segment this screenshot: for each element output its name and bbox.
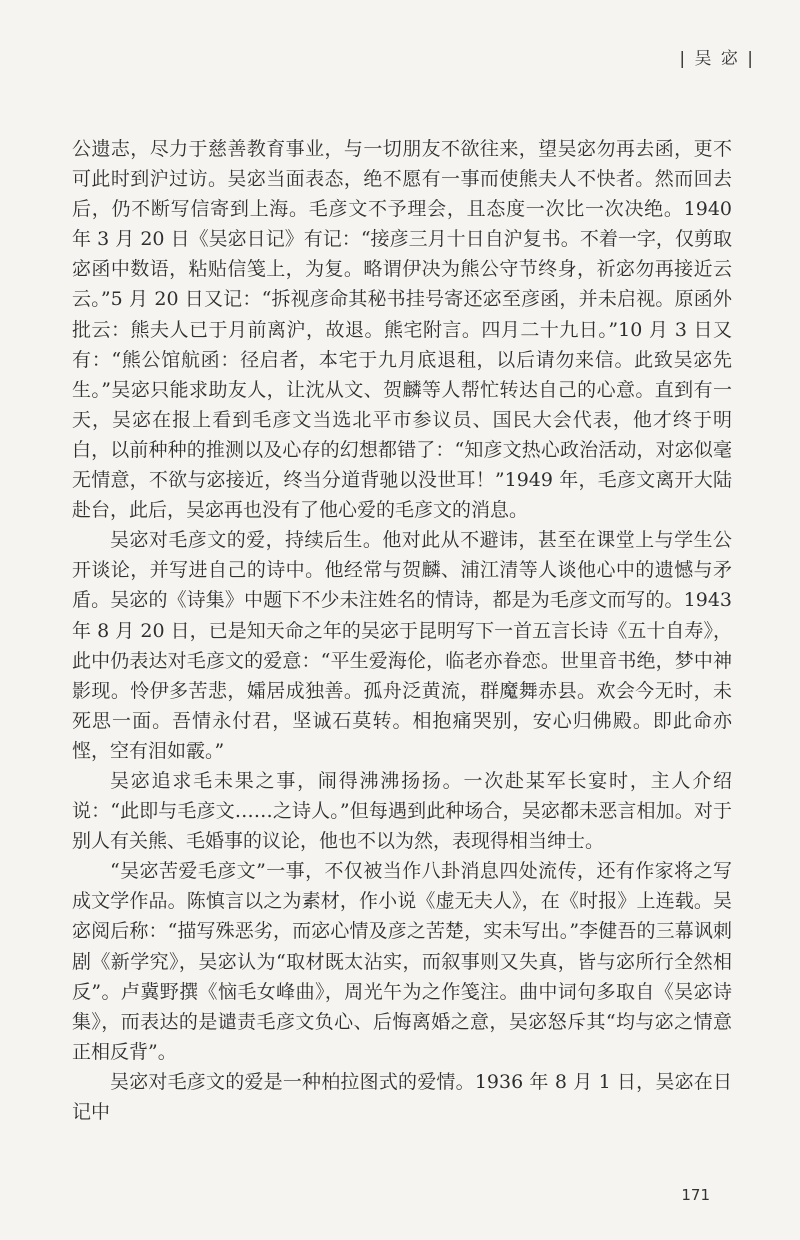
paragraph: 吴宓追求毛未果之事，闹得沸沸扬扬。一次赴某军长宴时，主人介绍说：“此即与毛彦文……之诗人。”但每遇到此种场合，吴宓都未恶言相加。对于别人有关熊、毛婚事的议论，他也不以为然，表现得相当绅士。 xyxy=(72,769,732,853)
paragraph: 吴宓对毛彦文的爱，持续后生。他对此从不避讳，甚至在课堂上与学生公开谈论，并写进自己的诗中。他经常与贺麟、浦江清等人谈他心中的遗憾与矛盾。吴宓的《诗集》中题下不少未注姓名的情诗，都是为毛彦文而写的。1943 年 8 月 20 日，已是知天命之年的吴宓于昆明写下一首五言长诗《五十自寿》，此中仍表达对毛彦文的爱意：“平生爱海伦，临老亦眷恋。世里音书绝，梦中神影现。怜伊多苦悲，孀居成独善。孤舟泛黄流，群魔舞赤县。欢会今无时，未死思一面。吾情永付君，坚诚石莫转。相抱痛哭别，安心归佛殿。即此命亦悭，空有泪如霰。” xyxy=(72,529,732,762)
body-text xyxy=(72,134,732,1127)
paragraph-continued: 公遗志，尽力于慈善教育事业，与一切朋友不欲往来，望吴宓勿再去函，更不可此时到沪过访。吴宓当面表态，绝不愿有一事而使熊夫人不快者。然而回去后，仍不断写信寄到上海。毛彦文不予理会，且态度一次比一次决绝。1940 年 3 月 20 日《吴宓日记》有记：“接彦三月十日自沪复书。不着一字，仅剪取宓函中数语，粘贴信笺上，为复。略谓伊决为熊公守节终身，祈宓勿再接近云云。”5 月 20 日又记：“拆视彦命其秘书挂号寄还宓至彦函，并未启视。原函外批云：熊夫人已于月前离沪，故退。熊宅附言。四月二十九日。”10 月 3 日又有：“熊公馆航函：径启者，本宅于九月底退租，以后请勿来信。此致吴宓先生。”吴宓只能求助友人，让沈从文、贺麟等人帮忙转达自己的心意。直到有一天，吴宓在报上看到毛彦文当选北平市参议员、国民大会代表，他才终于明白，以前种种的推测以及心存的幻想都错了：“知彦文热心政治活动，对宓似毫无情意，不欲与宓接近，终当分道背驰以没世耳！”1949 年，毛彦文离开大陆赴台，此后，吴宓再也没有了他心爱的毛彦文的消息。 xyxy=(72,138,732,522)
running-head: | 吴 宓 | xyxy=(679,49,755,69)
page-number: 171 xyxy=(681,1186,710,1204)
paragraph: “吴宓苦爱毛彦文”一事，不仅被当作八卦消息四处流传，还有作家将之写成文学作品。陈慎言以之为素材，作小说《虚无夫人》，在《时报》上连载。吴宓阅后称：“描写殊恶劣，而宓心情及彦之苦楚，实未写出。”李健吾的三幕讽刺剧《新学究》，吴宓认为“取材既太沾实，而叙事则又失真，皆与宓所行全然相反”。卢冀野撰《恼毛女峰曲》，周光午为之作笺注。曲中词句多取自《吴宓诗集》，而表达的是谴责毛彦文负心、后悔离婚之意，吴宓怒斥其“均与宓之情意正相反背”。 xyxy=(72,860,732,1063)
paragraph: 吴宓对毛彦文的爱是一种柏拉图式的爱情。1936 年 8 月 1 日，吴宓在日记中 xyxy=(72,1070,732,1123)
